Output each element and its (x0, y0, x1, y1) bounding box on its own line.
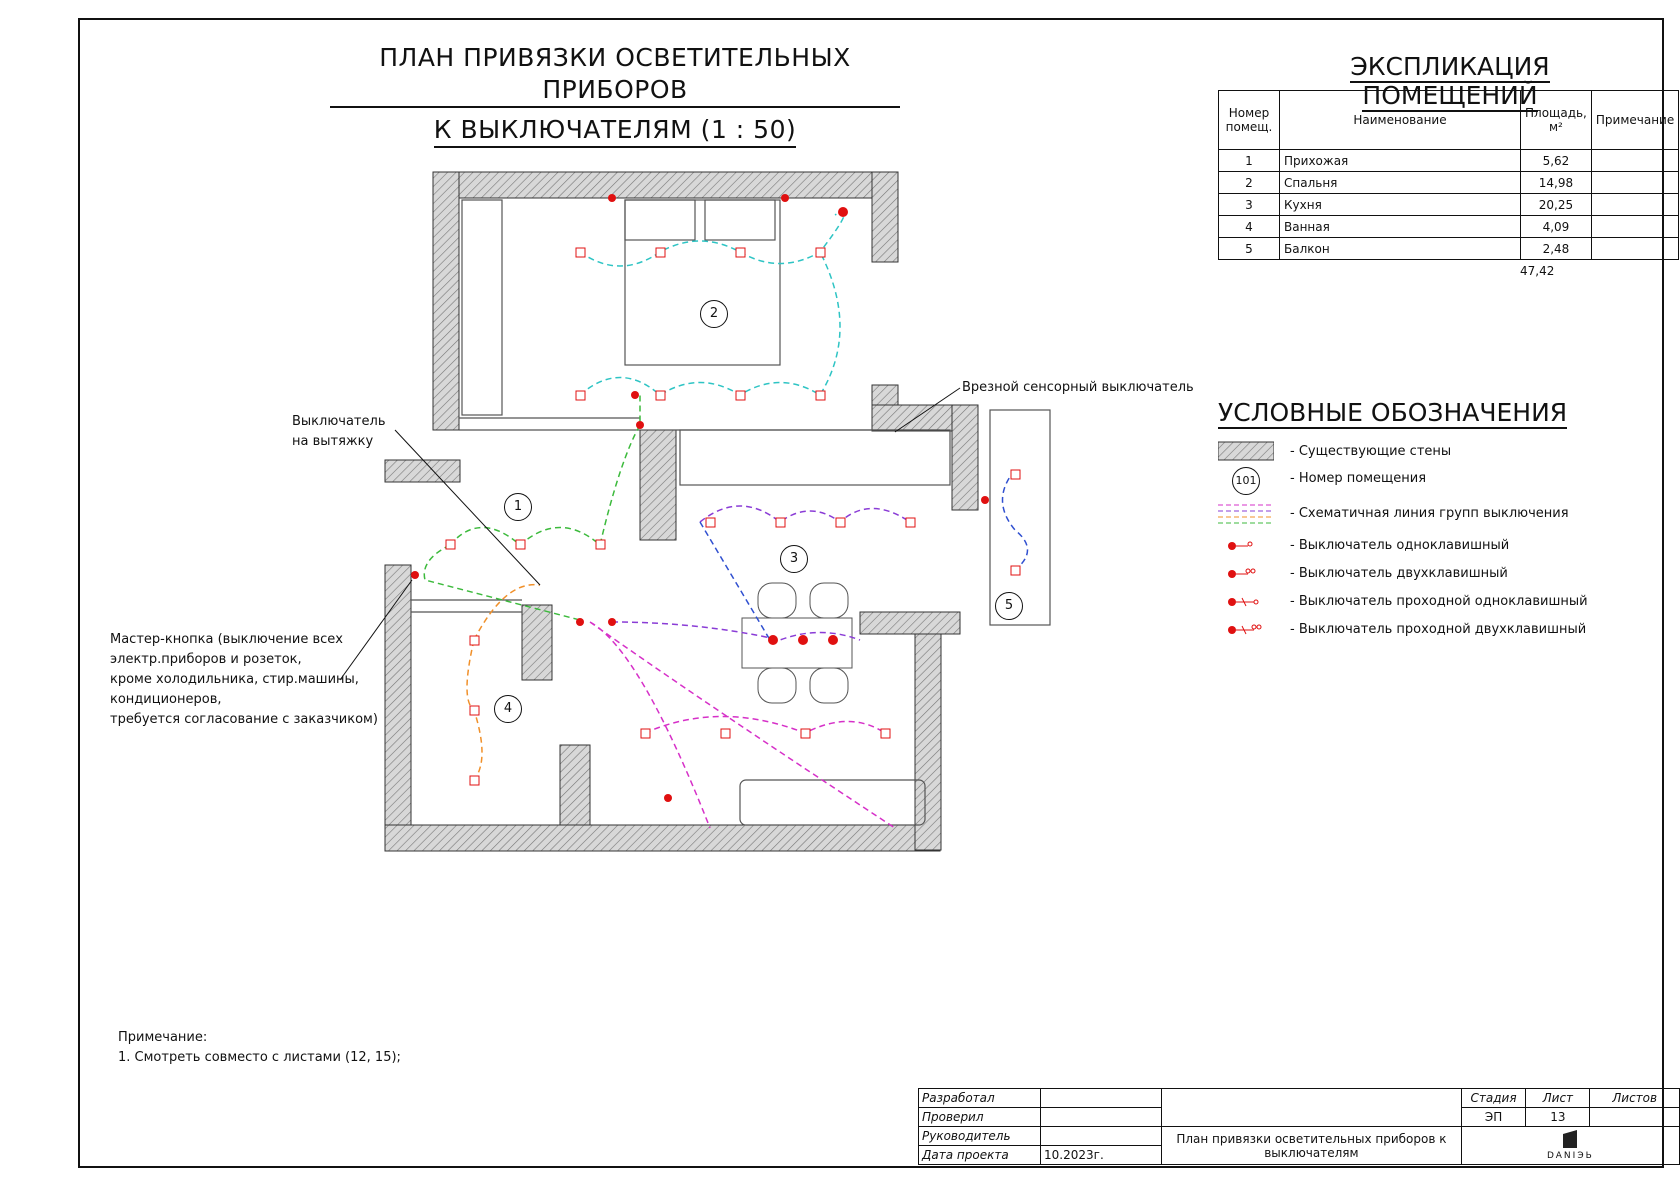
hatched-wall-icon (1218, 440, 1274, 464)
switch-double-icon (1218, 562, 1274, 586)
col-area (1521, 91, 1592, 150)
stamp-blank (1162, 1089, 1462, 1127)
legend-item-switch-single (1218, 534, 1598, 560)
stamp-sheet-title: План привязки осветительных приборов к выключателям (1162, 1127, 1462, 1165)
legend-label: - Номер помещения (1290, 471, 1427, 486)
room-number-4: 4 (494, 695, 522, 723)
table-row (1219, 150, 1679, 172)
master-line1: Мастер-кнопка (выключение всех (110, 632, 343, 647)
legend-label: - Выключатель двухклавишный (1290, 566, 1508, 581)
cell-note (1591, 238, 1678, 260)
room-number-2: 2 (700, 300, 728, 328)
legend-item-group-lines (1218, 502, 1598, 528)
cell-area: 20,25 (1521, 194, 1592, 216)
cell-name: Балкон (1280, 238, 1521, 260)
legend-title (1218, 398, 1567, 427)
hood-switch-label (292, 412, 385, 452)
table-row (1219, 194, 1679, 216)
col-name: Наименование (1280, 91, 1521, 150)
wall-left-bedroom (433, 172, 459, 430)
stamp-stage-label: Стадия (1461, 1089, 1526, 1108)
cell-area: 2,48 (1521, 238, 1592, 260)
logo-text: DANIЭЬ (1547, 1151, 1594, 1161)
explication-table (1218, 90, 1679, 260)
master-line5: требуется согласование с заказчиком) (110, 712, 378, 727)
legend-title-text: УСЛОВНЫЕ ОБОЗНАЧЕНИЯ (1218, 398, 1568, 427)
note-line1: 1. Смотреть совместо с листами (12, 15); (118, 1050, 401, 1065)
stamp-developed-value (1041, 1089, 1162, 1108)
wall-kitchen-right (952, 405, 978, 510)
cell-area: 4,09 (1521, 216, 1592, 238)
explication-title-text: ЭКСПЛИКАЦИЯ ПОМЕЩЕНИЙ (1350, 52, 1550, 110)
room-number-3: 3 (780, 545, 808, 573)
dashed-lines-icon (1218, 502, 1274, 526)
wall-balcony-door (860, 612, 960, 634)
col-num-2: помещ. (1225, 120, 1273, 134)
cell-name: Кухня (1280, 194, 1521, 216)
cell-num: 2 (1219, 172, 1280, 194)
room-number-icon: 101 (1232, 467, 1260, 495)
stamp-head-value (1041, 1127, 1162, 1146)
wall-left-bath (385, 565, 411, 851)
wall-top-bedroom (433, 172, 898, 198)
wall-kitchen-column (640, 430, 676, 540)
title-block (918, 1088, 1680, 1165)
cell-area: 14,98 (1521, 172, 1592, 194)
legend-item-switch-pass-single (1218, 590, 1598, 616)
wall-right-bedroom-upper (872, 172, 898, 262)
stamp-checked: Проверил (919, 1108, 1041, 1127)
cell-note (1591, 194, 1678, 216)
table-row (1219, 172, 1679, 194)
stamp-sheets-label: Листов (1590, 1089, 1680, 1108)
col-area-1: Площадь, (1525, 106, 1587, 120)
stamp-sheets (1590, 1108, 1680, 1127)
cell-num: 1 (1219, 150, 1280, 172)
cell-num: 3 (1219, 194, 1280, 216)
cell-note (1591, 172, 1678, 194)
stamp-date-value: 10.2023г. (1041, 1146, 1162, 1165)
legend-label: - Выключатель проходной двухклавишный (1290, 622, 1587, 637)
stamp-date-label: Дата проекта (919, 1146, 1041, 1165)
wall-entry-top (385, 460, 460, 482)
stamp-developed: Разработал (919, 1089, 1041, 1108)
master-button-label (110, 630, 378, 730)
table-row (1219, 216, 1679, 238)
explication-total: 47,42 (1520, 264, 1555, 278)
legend-label: - Выключатель проходной одноклавишный (1290, 594, 1588, 609)
col-num-1: Номер (1228, 106, 1270, 120)
switch-pass-single-icon (1218, 590, 1274, 614)
stamp-head: Руководитель (919, 1127, 1041, 1146)
company-logo (1461, 1127, 1679, 1165)
legend-item-room-number (1218, 467, 1598, 493)
plan-title-line2: К ВЫКЛЮЧАТЕЛЯМ (1 : 50) (434, 114, 796, 148)
logo-mark-icon (1563, 1130, 1577, 1148)
stamp-checked-value (1041, 1108, 1162, 1127)
legend-item-switch-double (1218, 562, 1598, 588)
legend-label: - Существующие стены (1290, 444, 1452, 459)
switch-pass-double-icon (1218, 618, 1274, 642)
stamp-sheet-label: Лист (1526, 1089, 1590, 1108)
wall-bath-bottom (560, 745, 590, 825)
stamp-stage: ЭП (1461, 1108, 1526, 1127)
legend-label: - Схематичная линия групп выключения (1290, 506, 1569, 521)
wall-bath-partition (522, 605, 552, 680)
cell-num: 5 (1219, 238, 1280, 260)
plan-title-line1: ПЛАН ПРИВЯЗКИ ОСВЕТИТЕЛЬНЫХ ПРИБОРОВ (330, 42, 900, 108)
cell-note (1591, 150, 1678, 172)
col-note: Примечание (1591, 91, 1678, 150)
cell-name: Спальня (1280, 172, 1521, 194)
hood-switch-line1: Выключатель (292, 414, 386, 429)
room-number-1: 1 (504, 493, 532, 521)
note-title: Примечание: (118, 1030, 208, 1045)
col-num (1219, 91, 1280, 150)
stamp-sheet: 13 (1526, 1108, 1590, 1127)
general-note (118, 1028, 401, 1068)
master-line2: электр.приборов и розеток, (110, 652, 302, 667)
wall-bottom (385, 825, 940, 851)
cell-name: Прихожая (1280, 150, 1521, 172)
legend-item-switch-pass-double (1218, 618, 1598, 644)
cell-note (1591, 216, 1678, 238)
cell-num: 4 (1219, 216, 1280, 238)
switch-single-icon (1218, 534, 1274, 558)
table-row (1219, 238, 1679, 260)
legend-item-walls (1218, 440, 1598, 466)
legend-label: - Выключатель одноклавишный (1290, 538, 1510, 553)
col-area-2: м² (1549, 120, 1563, 134)
touch-switch-label: Врезной сенсорный выключатель (962, 380, 1194, 395)
wall-right-living (915, 612, 941, 850)
hood-switch-line2: на вытяжку (292, 434, 374, 449)
cell-name: Ванная (1280, 216, 1521, 238)
master-line4: кондиционеров, (110, 692, 222, 707)
master-line3: кроме холодильника, стир.машины, (110, 672, 359, 687)
cell-area: 5,62 (1521, 150, 1592, 172)
room-number-5: 5 (995, 592, 1023, 620)
